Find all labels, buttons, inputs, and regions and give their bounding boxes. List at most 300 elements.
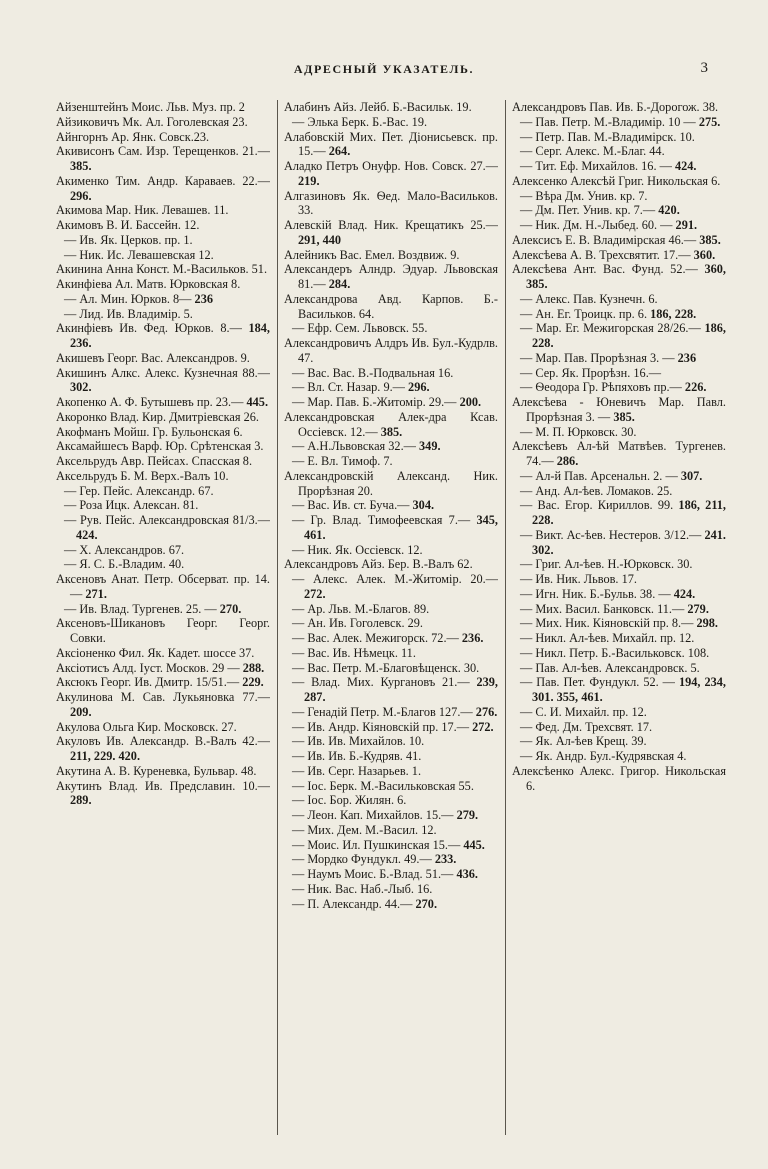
- directory-entry: [512, 395, 726, 425]
- entry-phone-numbers: 445.: [463, 837, 485, 852]
- directory-entry: [512, 631, 726, 646]
- directory-entry: [284, 248, 498, 263]
- entry-text: — Мих. Дем. М.-Васил. 12.: [292, 822, 437, 837]
- entry-text: — Вас. Вас. В.-Подвальная 16.: [292, 365, 454, 380]
- directory-entry: [284, 823, 498, 838]
- entry-text: Айзенштейнъ Моис. Льв. Муз. пр. 2: [56, 100, 245, 114]
- directory-entry: [56, 351, 270, 366]
- entry-text: — Фед. Дм. Трехсвят. 17.: [520, 719, 653, 734]
- directory-entry: [56, 498, 270, 513]
- column-divider: [277, 100, 278, 1135]
- entry-phone-numbers: 298.: [696, 616, 719, 631]
- entry-phone-numbers: 219.: [298, 173, 320, 188]
- directory-entry: [56, 543, 270, 558]
- entry-text: — Алекс. Пав. Кузнечн. 6.: [520, 291, 658, 306]
- directory-entry: [284, 218, 498, 248]
- directory-entry: [284, 646, 498, 661]
- entry-phone-numbers: 345, 461.: [304, 513, 498, 542]
- directory-entry: [284, 793, 498, 808]
- directory-entry: [56, 779, 270, 809]
- entry-phone-numbers: 436.: [456, 867, 478, 881]
- directory-entry: [56, 174, 270, 204]
- directory-entry: [284, 572, 498, 602]
- entry-text: — Моис. Ил. Пушкинская 15.—: [292, 837, 461, 852]
- directory-entry: [512, 675, 726, 705]
- directory-entry: [284, 130, 498, 160]
- entry-text: — П. Александр. 44.—: [292, 896, 413, 911]
- entry-text: — Ник. Як. Оссіевск. 12.: [292, 542, 423, 557]
- directory-entry: [512, 705, 726, 720]
- entry-text: — Никл. Ал-ѣев. Михайл. пр. 12.: [520, 631, 695, 645]
- entry-text: — Петр. Пав. М.-Владимірск. 10.: [520, 129, 695, 144]
- entry-text: Аксіоненко Фил. Як. Кадет. шоссе 37.: [56, 645, 255, 660]
- entry-phone-numbers: 200.: [459, 395, 482, 409]
- entry-phone-numbers: 241. 302.: [532, 527, 726, 557]
- directory-entry: [512, 130, 726, 145]
- entry-text: — Алекс. Алек. М.-Житомір. 20.—: [292, 572, 498, 586]
- entry-text: Алевскій Влад. Ник. Крещатикъ 25.—: [284, 218, 498, 232]
- entry-phone-numbers: 279.: [456, 808, 479, 822]
- entry-phone-numbers: 385.: [613, 409, 635, 424]
- directory-entry: [56, 616, 270, 646]
- entry-text: — Никл. Петр. Б.-Васильковск. 108.: [520, 645, 710, 660]
- entry-text: Акинфіевъ Ив. Фед. Юрков. 8.—: [56, 321, 242, 336]
- entry-text: — Ив. Андр. Кіяновскій пр. 17.—: [292, 719, 470, 734]
- directory-entry: [56, 675, 270, 690]
- entry-phone-numbers: 385.: [380, 424, 403, 439]
- directory-entry: [512, 661, 726, 676]
- entry-text: Акоронко Влад. Кир. Дмитріевская 26.: [56, 409, 259, 424]
- column-divider: [505, 100, 506, 1135]
- directory-entry: [284, 159, 498, 189]
- entry-text: — Ал. Мин. Юрков. 8—: [64, 291, 192, 306]
- entry-text: Алексѣева Ант. Вас. Фунд. 52.—: [512, 262, 698, 277]
- entry-text: Александрова Авд. Карпов. Б.-Васильков. 64.: [284, 291, 498, 321]
- entry-text: Аксельрудъ Б. М. Верх.-Валъ 10.: [56, 468, 229, 483]
- entry-text: — Мар. Ег. Межигорская 28/26.—: [520, 321, 701, 336]
- directory-entry: [512, 321, 726, 351]
- directory-entry: [284, 395, 498, 410]
- entry-text: Алабовскій Мих. Пет. Діонисьевск. пр. 15.—: [284, 129, 498, 159]
- directory-entry: [512, 233, 726, 248]
- directory-entry: [284, 705, 498, 720]
- directory-entry: [284, 897, 498, 912]
- entry-phone-numbers: 272.: [304, 586, 326, 601]
- directory-entry: [284, 602, 498, 617]
- directory-entry: [284, 808, 498, 823]
- entry-text: Акименко Тим. Андр. Караваев. 22.—: [56, 173, 270, 188]
- entry-text: Александровская Алек-дра Ксав. Оссіевск. 12.—: [284, 409, 498, 439]
- entry-text: — Элька Берк. Б.-Вас. 19.: [292, 114, 428, 129]
- entry-phone-numbers: 286.: [556, 454, 579, 468]
- directory-entry: [56, 248, 270, 263]
- directory-entry: [56, 661, 270, 676]
- directory-entry: [284, 749, 498, 764]
- entry-text: Аксеновъ-Шикановъ Георг. Георг. Совки.: [56, 616, 270, 645]
- directory-entry: [284, 469, 498, 499]
- entry-phone-numbers: 424.: [76, 527, 98, 542]
- directory-entry: [512, 528, 726, 558]
- entry-text: Акинина Анна Конст. М.-Васильков. 51.: [56, 262, 268, 277]
- entry-text: — Ник. Вас. Наб.-Лыб. 16.: [292, 881, 433, 896]
- directory-entry: [56, 233, 270, 248]
- directory-entry: [284, 366, 498, 381]
- entry-text: — Пав. Петр. М.-Владимір. 10 —: [520, 114, 696, 129]
- entry-phone-numbers: 385.: [70, 159, 92, 173]
- entry-text: — Мар. Пав. Б.-Житомір. 29.—: [292, 395, 457, 409]
- entry-text: Акуловъ Ив. Александр. В.-Валъ 42.—: [56, 734, 270, 749]
- entry-phone-numbers: 270.: [219, 601, 242, 616]
- entry-text: Акутина А. В. Куреневка, Бульвар. 48.: [56, 763, 257, 778]
- entry-text: — Леон. Кап. Михайлов. 15.—: [292, 808, 454, 822]
- column-2: [284, 100, 498, 1145]
- directory-entry: [56, 646, 270, 661]
- directory-entry: [512, 248, 726, 263]
- directory-entry: [56, 277, 270, 292]
- page-number: 3: [700, 60, 708, 76]
- entry-phone-numbers: 275.: [698, 114, 721, 129]
- entry-text: — Ал-й Пав. Арсенальн. 2. —: [520, 468, 678, 483]
- entry-phone-numbers: 272.: [472, 719, 494, 734]
- entry-text: — Мордко Фундукл. 49.—: [292, 852, 432, 867]
- entry-text: — Серг. Алекс. М.-Благ. 44.: [520, 144, 665, 159]
- directory-entry: [56, 572, 270, 602]
- entry-text: Алексѣевъ Ал-ѣй Матвѣев. Тургенев. 74.—: [512, 439, 726, 468]
- entry-text: Александровскій Александ. Ник. Прорѣзная 20.: [284, 468, 498, 498]
- entry-phone-numbers: 420.: [658, 203, 680, 218]
- entry-text: — Генадій Петр. М.-Благов 127.—: [292, 704, 473, 719]
- entry-text: — Анд. Ал-ѣев. Ломаков. 25.: [520, 483, 673, 498]
- entry-phone-numbers: 360, 385.: [526, 262, 726, 291]
- directory-entry: [512, 174, 726, 189]
- entry-text: — Іос. Берк. М.-Васильковская 55.: [292, 778, 474, 793]
- directory-entry: [284, 882, 498, 897]
- entry-text: — Вл. Ст. Назар. 9.—: [292, 380, 405, 395]
- column-1: [56, 100, 270, 1145]
- directory-entry: [56, 513, 270, 543]
- directory-entry: [56, 557, 270, 572]
- entry-phone-numbers: 296.: [408, 380, 430, 395]
- directory-entry: [56, 439, 270, 454]
- directory-entry: [284, 380, 498, 395]
- directory-entry: [512, 380, 726, 395]
- entry-text: Аксеновъ Анат. Петр. Обсерват. пр. 14.—: [56, 572, 270, 601]
- directory-entry: [284, 321, 498, 336]
- entry-phone-numbers: 291.: [675, 218, 698, 232]
- directory-entry: [284, 867, 498, 882]
- entry-text: Александровъ Айз. Бер. В.-Валъ 62.: [284, 557, 473, 572]
- entry-text: — Лид. Ив. Владимір. 5.: [64, 306, 193, 321]
- entry-phone-numbers: 236: [677, 350, 697, 365]
- directory-entry: [56, 602, 270, 617]
- entry-phone-numbers: 236.: [461, 631, 484, 645]
- directory-entry: [56, 115, 270, 130]
- entry-text: Акофманъ Мойш. Гр. Бульонская 6.: [56, 424, 243, 439]
- directory-entry: [284, 631, 498, 646]
- entry-phone-numbers: 291, 440: [298, 232, 342, 247]
- entry-phone-numbers: 288.: [242, 660, 265, 675]
- entry-text: — Пав. Ал-ѣев. Александровск. 5.: [520, 660, 700, 675]
- directory-entry: [284, 720, 498, 735]
- entry-text: — Як. Ал-ѣев Крещ. 39.: [520, 734, 647, 749]
- entry-text: Акинфіева Ал. Матв. Юрковская 8.: [56, 277, 241, 291]
- directory-entry: [284, 292, 498, 322]
- directory-entry: [56, 130, 270, 145]
- entry-text: Акишевъ Георг. Вас. Александров. 9.: [56, 350, 250, 365]
- entry-text: — Мих. Васил. Банковск. 11.—: [520, 601, 685, 616]
- entry-phone-numbers: 360.: [693, 247, 716, 262]
- directory-entry: [512, 218, 726, 233]
- directory-entry: [284, 498, 498, 513]
- entry-text: Акулинова М. Сав. Лукьяновка 77.—: [56, 690, 270, 704]
- directory-entry: [56, 469, 270, 484]
- entry-phone-numbers: 445.: [246, 395, 269, 409]
- entry-phone-numbers: 236: [194, 291, 213, 306]
- entry-text: — Роза Ицк. Алексан. 81.: [64, 498, 199, 513]
- entry-text: Аксіотисъ Алд. Іуст. Москов. 29 —: [56, 660, 240, 675]
- directory-entry: [284, 513, 498, 543]
- entry-text: — Ив. Ив. Михайлов. 10.: [292, 734, 425, 749]
- entry-text: Айзиковичъ Мк. Ал. Гоголевская 23.: [56, 114, 248, 129]
- entry-text: Акулова Ольга Кир. Московск. 27.: [56, 719, 237, 734]
- directory-entry: [56, 144, 270, 174]
- entry-text: — Гр. Влад. Тимофеевская 7.—: [292, 513, 471, 527]
- directory-entry: [512, 292, 726, 307]
- entry-phone-numbers: 302.: [70, 380, 92, 395]
- directory-entry: [56, 395, 270, 410]
- directory-entry: [512, 366, 726, 381]
- entry-text: — Ник. Дм. Н.-Лыбед. 60. —: [520, 218, 673, 232]
- directory-entry: [284, 336, 498, 366]
- entry-phone-numbers: 186, 211, 228.: [532, 498, 726, 527]
- entry-text: — Вас. Алек. Межигорск. 72.—: [292, 631, 459, 645]
- directory-entry: [512, 351, 726, 366]
- directory-entry: [284, 100, 498, 115]
- entry-text: — Вас. Егор. Кириллов. 99.: [520, 498, 674, 513]
- directory-entry: [56, 292, 270, 307]
- directory-entry: [512, 189, 726, 204]
- directory-entry: [56, 262, 270, 277]
- entry-phone-numbers: 233.: [434, 852, 457, 867]
- directory-entry: [56, 410, 270, 425]
- entry-text: Александеръ Алндр. Эдуар. Львовская 81.—: [284, 262, 498, 291]
- directory-entry: [512, 646, 726, 661]
- entry-phone-numbers: 279.: [687, 601, 709, 616]
- directory-entry: [512, 734, 726, 749]
- entry-text: — Як. Андр. Бул.-Кудрявская 4.: [520, 749, 687, 763]
- directory-entry: [284, 675, 498, 705]
- entry-text: — Рув. Пейс. Александровская 81/3.—: [64, 513, 270, 527]
- entry-text: Акопенко А. Ф. Бутышевъ пр. 23.—: [56, 395, 244, 409]
- entry-text: Алексенко Алексѣй Григ. Никольская 6.: [512, 173, 721, 188]
- directory-entry: [284, 543, 498, 558]
- directory-entry: [512, 764, 726, 794]
- entry-phone-numbers: 186, 228.: [532, 321, 726, 350]
- directory-entry: [56, 366, 270, 396]
- directory-entry: [56, 734, 270, 764]
- entry-text: — Вас. Ив. ст. Буча.—: [292, 498, 410, 513]
- entry-text: — Ан. Ив. Гоголевск. 29.: [292, 616, 423, 631]
- directory-entry: [56, 218, 270, 233]
- entry-text: Аксельрудъ Авр. Пейсах. Спасская 8.: [56, 454, 253, 468]
- entry-text: — Гер. Пейс. Александр. 67.: [64, 483, 214, 498]
- entry-phone-numbers: 270.: [415, 896, 438, 911]
- directory-entry: [284, 838, 498, 853]
- directory-entry: [512, 439, 726, 469]
- entry-text: — А.Н.Львовская 32.—: [292, 439, 416, 454]
- entry-phone-numbers: 276.: [475, 704, 498, 719]
- directory-entry: [56, 425, 270, 440]
- entry-phone-numbers: 211, 229. 420.: [70, 749, 141, 763]
- directory-entry: [512, 469, 726, 484]
- directory-entry: [56, 764, 270, 779]
- entry-text: — Мар. Пав. Прорѣзная 3. —: [520, 350, 675, 365]
- directory-entry: [512, 159, 726, 174]
- entry-text: — С. И. Михайл. пр. 12.: [520, 704, 647, 719]
- entry-phone-numbers: 209.: [70, 704, 92, 719]
- entry-text: Акимовъ В. И. Бассейн. 12.: [56, 218, 200, 232]
- directory-entry: [512, 749, 726, 764]
- directory-entry: [512, 557, 726, 572]
- directory-entry: [512, 484, 726, 499]
- entry-phone-numbers: 284.: [328, 277, 351, 291]
- directory-entry: [56, 720, 270, 735]
- entry-text: — Вѣра Дм. Унив. кр. 7.: [520, 188, 648, 203]
- directory-entry: [284, 779, 498, 794]
- entry-text: — Вас. Петр. М.-Благовѣщенск. 30.: [292, 660, 480, 675]
- directory-entry: [512, 115, 726, 130]
- entry-text: Алейникъ Вас. Емел. Воздвиж. 9.: [284, 247, 460, 262]
- entry-text: — Ан. Ег. Троицк. пр. 6.: [520, 306, 648, 321]
- directory-entry: [284, 262, 498, 292]
- entry-text: Акишинъ Алкс. Алекс. Кузнечная 88.—: [56, 365, 270, 380]
- directory-entry: [56, 321, 270, 351]
- entry-text: — Вас. Ив. Нѣмецк. 11.: [292, 645, 416, 660]
- directory-entry: [284, 115, 498, 130]
- entry-text: Аксамайшесъ Варф. Юр. Срѣтенская 3.: [56, 439, 264, 454]
- entry-text: — Мих. Ник. Кіяновскій пр. 8.—: [520, 616, 694, 631]
- entry-text: — Влад. Мих. Кургановъ 21.—: [292, 675, 470, 690]
- entry-text: Алабинъ Айз. Лейб. Б.-Васильк. 19.: [284, 100, 472, 114]
- entry-text: Аксюкъ Георг. Ив. Дмитр. 15/51.—: [56, 675, 240, 690]
- entry-phone-numbers: 194, 234, 301. 355, 461.: [532, 675, 726, 704]
- entry-phone-numbers: 239, 287.: [304, 675, 498, 704]
- directory-entry: [284, 616, 498, 631]
- entry-text: — Е. Вл. Тимоф. 7.: [292, 454, 393, 468]
- entry-phone-numbers: 184, 236.: [70, 321, 270, 350]
- entry-phone-numbers: 186, 228.: [650, 306, 697, 321]
- entry-text: Алексисъ Е. В. Владимірская 46.—: [512, 232, 697, 247]
- directory-entry: [512, 100, 726, 115]
- entry-phone-numbers: 226.: [684, 380, 707, 395]
- directory-entry: [512, 262, 726, 292]
- directory-entry: [56, 307, 270, 322]
- entry-text: — Я. С. Б.-Владим. 40.: [64, 557, 185, 572]
- entry-text: — Дм. Пет. Унив. кр. 7.—: [520, 203, 656, 218]
- entry-text: — Ив. Влад. Тургенев. 25. —: [64, 601, 217, 616]
- directory-entry: [56, 203, 270, 218]
- entry-text: — Ив. Ник. Львов. 17.: [520, 572, 637, 586]
- entry-text: — Ефр. Сем. Львовск. 55.: [292, 321, 428, 336]
- entry-text: — Ив. Ив. Б.-Кудряв. 41.: [292, 749, 422, 763]
- entry-phone-numbers: 296.: [70, 188, 92, 203]
- entry-text: Акутинъ Влад. Ив. Предславин. 10.—: [56, 778, 270, 793]
- entry-text: — Ар. Льв. М.-Благов. 89.: [292, 601, 430, 616]
- directory-entry: [284, 734, 498, 749]
- entry-text: — Х. Александров. 67.: [64, 542, 185, 557]
- entry-text: Айнгорнъ Ар. Янк. Совск.23.: [56, 129, 210, 144]
- running-head: [0, 60, 768, 82]
- directory-entry: [284, 454, 498, 469]
- entry-phone-numbers: 307.: [680, 468, 703, 483]
- entry-text: Александровъ Пав. Ив. Б.-Дорогож. 38.: [512, 100, 719, 114]
- entry-text: Алгазиновъ Як. Ѳед. Мало-Васильков. 33.: [284, 188, 498, 218]
- entry-phone-numbers: 385.: [699, 232, 721, 247]
- entry-phone-numbers: 349.: [419, 439, 441, 454]
- entry-text: — Тит. Еф. Михайлов. 16. —: [520, 159, 672, 173]
- directory-entry: [512, 307, 726, 322]
- entry-text: — Викт. Ас-ѣев. Нестеров. 3/12.—: [520, 527, 702, 542]
- page-title: АДРЕСНЫЙ УКАЗАТЕЛЬ.: [293, 62, 475, 76]
- entry-text: Алексѣенко Алекс. Григор. Никольская 6.: [512, 763, 726, 793]
- entry-text: Алексѣева А. В. Трехсвятит. 17.—: [512, 247, 691, 262]
- directory-entry: [284, 557, 498, 572]
- entry-phone-numbers: 289.: [70, 793, 92, 808]
- entry-text: — М. П. Юрковск. 30.: [520, 424, 637, 439]
- entry-text: — Наумъ Моис. Б.-Влад. 51.—: [292, 867, 454, 881]
- directory-entry: [512, 602, 726, 617]
- entry-text: — Іос. Бор. Жилян. 6.: [292, 793, 407, 808]
- directory-entry: [56, 100, 270, 115]
- directory-entry: [512, 498, 726, 528]
- entry-text: — Ив. Як. Церков. пр. 1.: [64, 232, 193, 247]
- entry-text: — Пав. Пет. Фундукл. 52. —: [520, 675, 675, 690]
- directory-entry: [512, 425, 726, 440]
- entry-text: Акимова Мар. Ник. Левашев. 11.: [56, 203, 229, 218]
- entry-text: Александровичъ Алдръ Ив. Бул.-Кудрлв. 47.: [284, 336, 498, 365]
- entry-text: — Сер. Як. Прорѣзн. 16.—: [520, 365, 662, 380]
- entry-text: Акивисонъ Сам. Изр. Терещенков. 21.—: [56, 144, 270, 159]
- entry-phone-numbers: 424.: [674, 159, 697, 173]
- entry-phone-numbers: 271.: [85, 586, 107, 601]
- directory-entry: [284, 852, 498, 867]
- directory-entry: [284, 410, 498, 440]
- directory-entry: [284, 439, 498, 454]
- entry-phone-numbers: 264.: [328, 144, 351, 159]
- entry-phone-numbers: 229.: [242, 675, 264, 690]
- directory-entry: [512, 572, 726, 587]
- directory-entry: [512, 720, 726, 735]
- directory-entry: [512, 587, 726, 602]
- entry-text: Аладко Петръ Онуфр. Нов. Совск. 27.—: [284, 159, 498, 173]
- directory-entry: [284, 661, 498, 676]
- directory-entry: [512, 203, 726, 218]
- entry-text: — Григ. Ал-ѣев. Н.-Юрковск. 30.: [520, 557, 693, 572]
- directory-entry: [512, 144, 726, 159]
- directory-entry: [56, 484, 270, 499]
- entry-text: — Игн. Ник. Б.-Бульв. 38. —: [520, 586, 671, 601]
- entry-phone-numbers: 304.: [412, 498, 435, 513]
- entry-phone-numbers: 424.: [673, 586, 696, 601]
- entry-text: — Ив. Серг. Назарьев. 1.: [292, 763, 422, 778]
- directory-entry: [284, 189, 498, 219]
- directory-entry: [56, 454, 270, 469]
- directory-entry: [284, 764, 498, 779]
- entry-text: — Ник. Ис. Левашевская 12.: [64, 247, 214, 262]
- entry-text: — Ѳеодора Гр. Рѣпяховъ пр.—: [520, 380, 682, 395]
- directory-entry: [56, 690, 270, 720]
- column-3: [512, 100, 726, 1145]
